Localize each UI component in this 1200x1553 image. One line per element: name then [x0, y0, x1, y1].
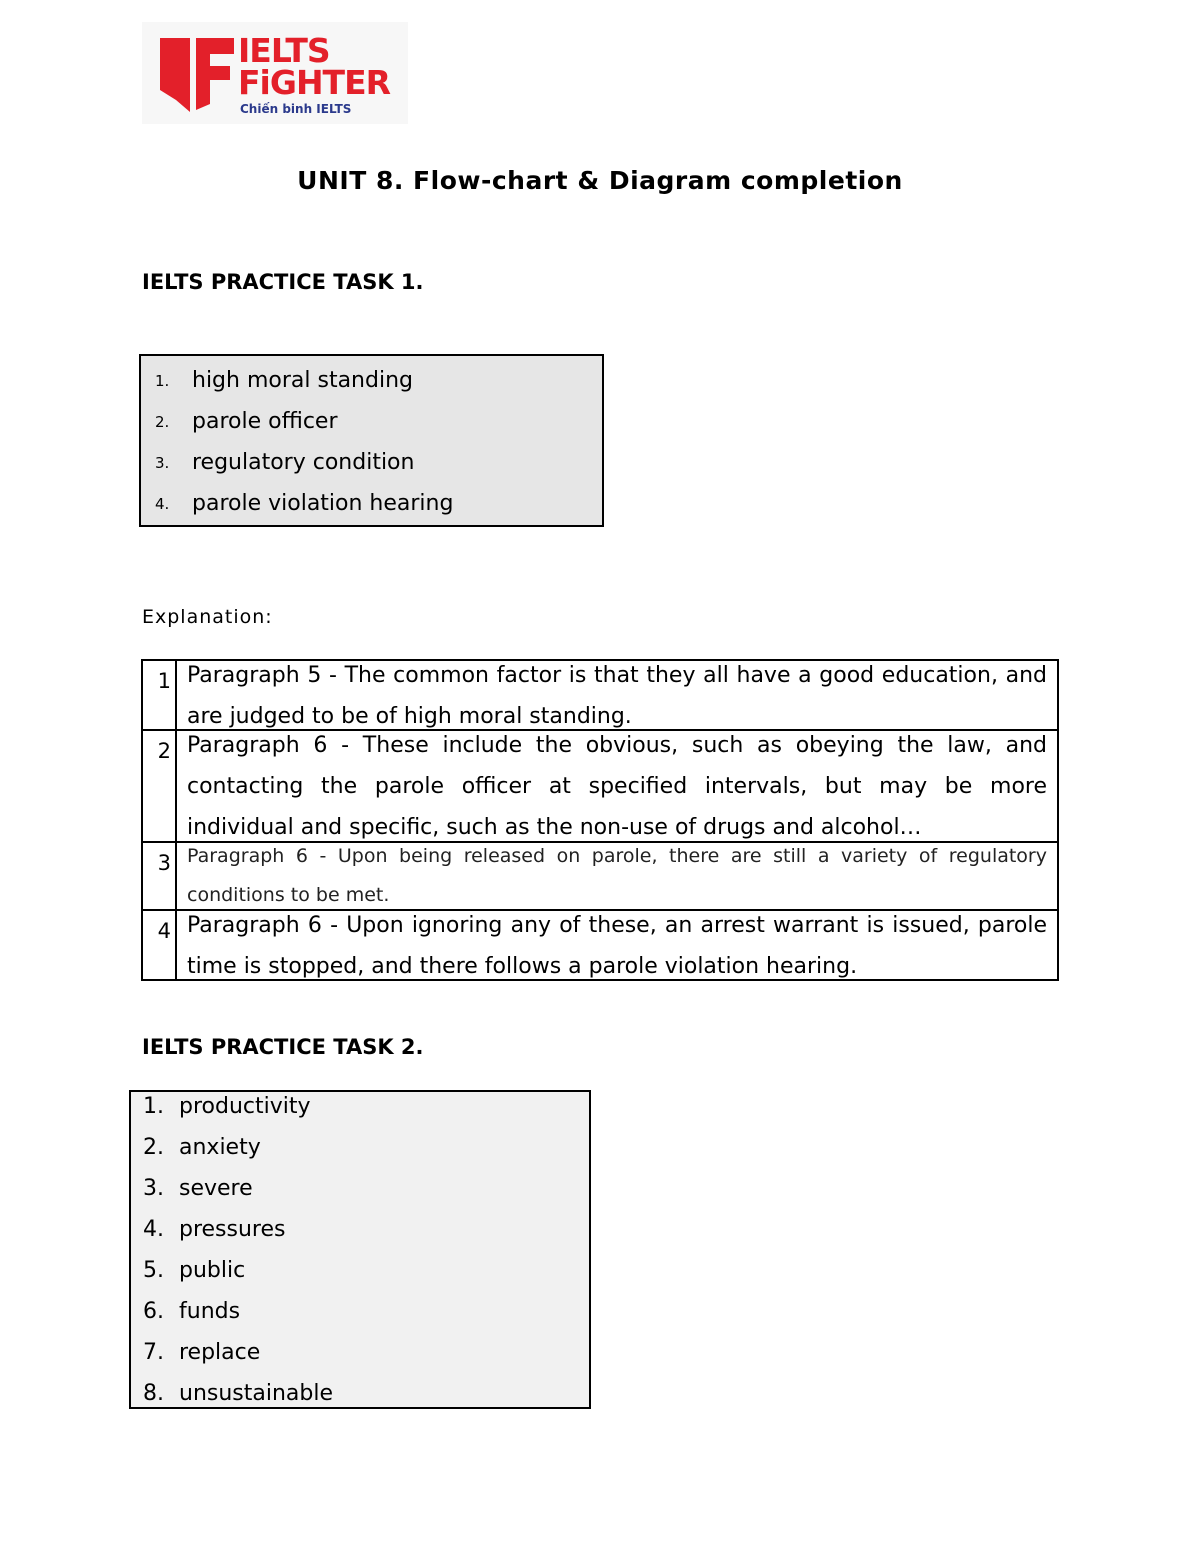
answer-item: [143, 1250, 245, 1291]
answer-number: 1.: [143, 1094, 164, 1119]
answer-item: [143, 1209, 286, 1250]
answer-text: parole violation hearing: [192, 491, 454, 516]
answer-number: 4.: [155, 494, 170, 513]
explanation-number: 1: [143, 661, 177, 729]
table-row: [143, 729, 1057, 841]
answer-text: parole officer: [192, 409, 338, 434]
answer-number: 3.: [143, 1176, 164, 1201]
answer-text: replace: [179, 1340, 261, 1365]
explanation-label: Explanation:: [142, 606, 273, 628]
task1-heading: IELTS PRACTICE TASK 1.: [142, 270, 424, 294]
answer-item: [143, 1373, 333, 1414]
answer-number: 1.: [155, 371, 170, 390]
answer-text: unsustainable: [179, 1381, 334, 1406]
logo-tagline: Chiến binh IELTS: [240, 102, 352, 116]
table-row: [143, 661, 1057, 729]
answer-item: [155, 401, 338, 442]
table-row: [143, 841, 1057, 909]
answer-item: [155, 483, 453, 524]
answer-text: pressures: [179, 1217, 286, 1242]
answer-number: 7.: [143, 1340, 164, 1365]
answer-item: [155, 442, 414, 483]
explanation-text: Paragraph 6 - Upon ignoring any of these, an arrest warrant is issued, parole time is stopped, and there follows a parole violation hearing.: [187, 913, 1047, 979]
answer-number: 4.: [143, 1217, 164, 1242]
answer-text: anxiety: [179, 1135, 261, 1160]
fighter-shield-icon: [160, 34, 234, 114]
answer-number: 2.: [155, 412, 170, 431]
explanation-text: Paragraph 6 - These include the obvious, such as obeying the law, and contacting the parole officer at specified intervals, but may be more individual and specific, such as the non-use of drugs and alcohol…: [187, 733, 1047, 840]
answer-item: [155, 360, 413, 401]
task2-heading: IELTS PRACTICE TASK 2.: [142, 1035, 424, 1059]
explanation-number: 4: [143, 911, 177, 979]
answer-text: public: [179, 1258, 246, 1283]
explanation-table: [141, 659, 1059, 981]
answer-item: [143, 1168, 253, 1209]
answer-text: regulatory condition: [192, 450, 415, 475]
answer-item: [143, 1127, 261, 1168]
table-row: [143, 909, 1057, 979]
unit-title: UNIT 8. Flow-chart & Diagram completion: [297, 166, 903, 195]
answer-item: [143, 1086, 311, 1127]
answer-item: [143, 1332, 260, 1373]
answer-text: severe: [179, 1176, 253, 1201]
answer-number: 6.: [143, 1299, 164, 1324]
answer-number: 5.: [143, 1258, 164, 1283]
explanation-number: 2: [143, 731, 177, 841]
answer-text: high moral standing: [192, 368, 413, 393]
brand-logo: [142, 22, 408, 124]
task1-answer-box: [139, 354, 604, 527]
explanation-text: Paragraph 6 - Upon being released on parole, there are still a variety of regulatory conditions to be met.: [187, 845, 1047, 906]
task2-answer-box: [129, 1090, 591, 1409]
answer-number: 8.: [143, 1381, 164, 1406]
logo-word-ielts: IELTS: [238, 31, 330, 70]
answer-number: 2.: [143, 1135, 164, 1160]
answer-text: productivity: [179, 1094, 311, 1119]
logo-word-fighter: FiGHTER: [238, 63, 391, 102]
answer-number: 3.: [155, 453, 170, 472]
explanation-number: 3: [143, 843, 177, 909]
answer-item: [143, 1291, 240, 1332]
explanation-text: Paragraph 5 - The common factor is that they all have a good education, and are judged to be of high moral standing.: [187, 663, 1047, 729]
answer-text: funds: [179, 1299, 241, 1324]
